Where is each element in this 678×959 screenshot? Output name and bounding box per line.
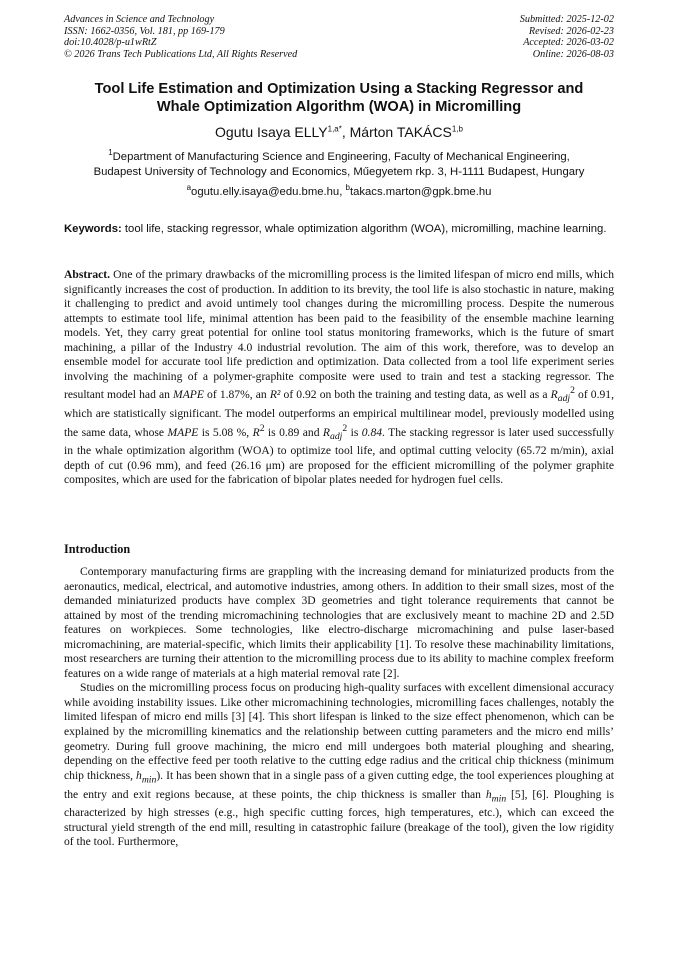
revised-date: Revised: 2026-02-23 [528,25,614,37]
email-a-mark: a [186,183,192,193]
intro-p2-text-b: ). It has been shown that in a single pass of a given cutting edge, the tool experiences ploughing at the entry and exit regions because, at these points, the chip thickness is smaller than [64,768,614,801]
author-list [60,124,618,141]
accepted-date: Accepted: 2026-03-02 [523,37,614,49]
email-a[interactable]: ogutu.elly.isaya@edu.bme.hu [191,186,340,198]
title-line-2: Whale Optimization Algorithm (WOA) in Micromilling [156,99,522,115]
doi-line[interactable]: doi:10.4028/p-u1wRtZ [64,37,157,49]
journal-header-right [520,14,614,60]
author-2-affiliation-mark: 1,b [451,124,463,134]
abstract-text-8: . The stacking regressor is later used successfully in the whale optimization algorithm (WOA) to optimize tool life, and optimal cutting velocity (65.72 m/min), axial depth of cut (0.96 mm), and feed (26.16 μm) are proposed for the efficient micromilling of the polymer graphite composites, which are used for the fabrication of bipolar plates needed for hydrogen fuel cells. [64,425,615,487]
keywords-text: tool life, stacking regressor, whale optimization algorithm (WOA), micromilling, machine learning. [121,223,607,235]
intro-p2-text-c: [5], [6]. Ploughing is characterized by high stresses (e.g., high specific cutting forces, high temperatures, etc.), which can exceed the structural yield strength of the end mill, resulting in catastrophic failure (breakage of the tool), given the low rigidity of the tool. Furthermore, [64,787,614,849]
abstract [64,268,614,488]
abstract-text-4: of 0.91, which are statistically significant. The model outperforms an empirical multilinear model, previously modelled using the same data, whose [64,388,614,439]
r-adj-subscript: adj [557,393,571,405]
journal-name: Advances in Science and Technology [64,14,215,25]
hmin-subscript: min [141,773,157,785]
affiliation-line-1: Department of Manufacturing Science and Engineering, Faculty of Mechanical Engineering, [112,151,570,163]
submitted-date: Submitted: 2025-12-02 [519,14,614,25]
online-date: Online: 2026-08-03 [532,48,614,60]
introduction-heading: Introduction [64,542,131,556]
issn-line: ISSN: 1662-0356, Vol. 181, pp 169-179 [64,25,225,37]
hmin-subscript-2: min [491,792,507,804]
mape-symbol: MAPE [173,388,204,402]
intro-p2-text-a: Studies on the micromilling process focus on producing high-quality surfaces with excellent dimensional accuracy while avoiding instability issues. Like other micromachining technologies, micromilling faces challenges, notably the limited lifespan of micro end mills [3] [4]. This short lifespan is linked to the size effect phenomenon, which can be explained by the micromilling kinematics and the relationship between cutting parameters and the micro end mills’ geometry. During full groove machining, the micro end mill undergoes both material ploughing and shearing, depending on the effective feed per tooth relative to the cutting edge radius and the critical chip thickness (minimum chip thickness, [64,681,614,782]
hmin-symbol: h [136,768,142,782]
email-b-mark: b [345,183,350,193]
journal-header-left [64,14,297,60]
abstract-text-5: is 5.08 %, [198,425,253,439]
keywords-label: Keywords: [64,223,122,235]
r-adj-superscript: 2 [570,385,575,397]
paper-title [60,80,618,116]
affiliation-mark: 1 [108,148,113,158]
mape-symbol-2: MAPE [167,425,199,439]
r-adj-subscript-2: adj [330,430,343,442]
affiliation [50,150,628,180]
r-squared-symbol-2: R [252,425,260,439]
abstract-text-1: One of the primary drawbacks of the micromilling process is the limited lifespan of micro end mills, which significantly increases the cost of production. In addition to its brevity, the tool life is also stochastic in nature, making it challenging to predict and avoid untimely tool changes during the micromilling process. Despite the numerous attempts to estimate tool life, minimal attention has been paid to the feasibility of the ensemble machine learning models. Yet, they carry great potential for online tool status monitoring frameworks, which is the future of smart machining, a pillar of the Industry 4.0 industrial revolution. The aim of this work, therefore, was to develop an ensemble model for accurate tool life prediction and optimization. Data collected from a tool life experiment series involving the machining of a polymer-graphite composite were used to train and test a stacking regressor. The resultant model had an [64,268,614,402]
r-adj-superscript-2: 2 [342,422,348,434]
r-adj-symbol: R [550,388,558,402]
title-line-1: Tool Life Estimation and Optimization Using a Stacking Regressor and [94,81,584,97]
author-separator: , [341,124,350,140]
email-separator: , [339,186,346,198]
copyright-line: © 2026 Trans Tech Publications Ltd, All Rights Reserved [64,48,298,60]
author-1: Ogutu Isaya ELLY [215,124,328,140]
keywords [64,222,614,237]
introduction-body [64,565,614,850]
hmin-symbol-2: h [485,787,492,801]
introduction-paragraph-2 [64,681,614,850]
r-squared-superscript-2: 2 [259,422,265,434]
r-adj-value: 0.84 [361,425,383,439]
abstract-text-7: is [347,425,362,439]
r-squared-symbol: R² [269,388,281,402]
author-1-affiliation-mark: 1,a* [327,124,342,134]
affiliation-line-2: Budapest University of Technology and Economics, Műegyetem rkp. 3, H-1111 Budapest, Hungary [93,166,585,178]
author-emails [50,185,628,200]
email-b[interactable]: takacs.marton@gpk.bme.hu [349,186,492,198]
abstract-text-3: of 0.92 on both the training and testing data, as well as a [280,388,551,402]
abstract-text-2: of 1.87%, an [203,388,270,402]
author-2: Márton TAKÁCS [349,124,452,140]
introduction-paragraph-1: Contemporary manufacturing firms are grappling with the increasing demand for miniaturized products from the aeronautics, medical, electrical, and automotive industries, among others. In addition to their small sizes, most of the demanded miniaturized products have complex 3D geometries and tight tolerance requirements that cannot be attained by most of the trending micromachining technologies that are exclusively meant to machine 2D and 2.5D features on workpieces. Some technologies, like electro-discharge micromachining and pulse laser-based micromachining, are material-specific, which limits their applicability [1]. To resolve these machinability limitations, most researchers are turning their attention to the micromilling process due to its ability to machine complex freeform features on a wide range of materials at a high material removal rate [2]. [64,565,614,680]
abstract-text-6: is 0.89 and [264,425,323,439]
abstract-label: Abstract. [64,268,111,281]
r-adj-symbol-2: R [322,425,331,439]
